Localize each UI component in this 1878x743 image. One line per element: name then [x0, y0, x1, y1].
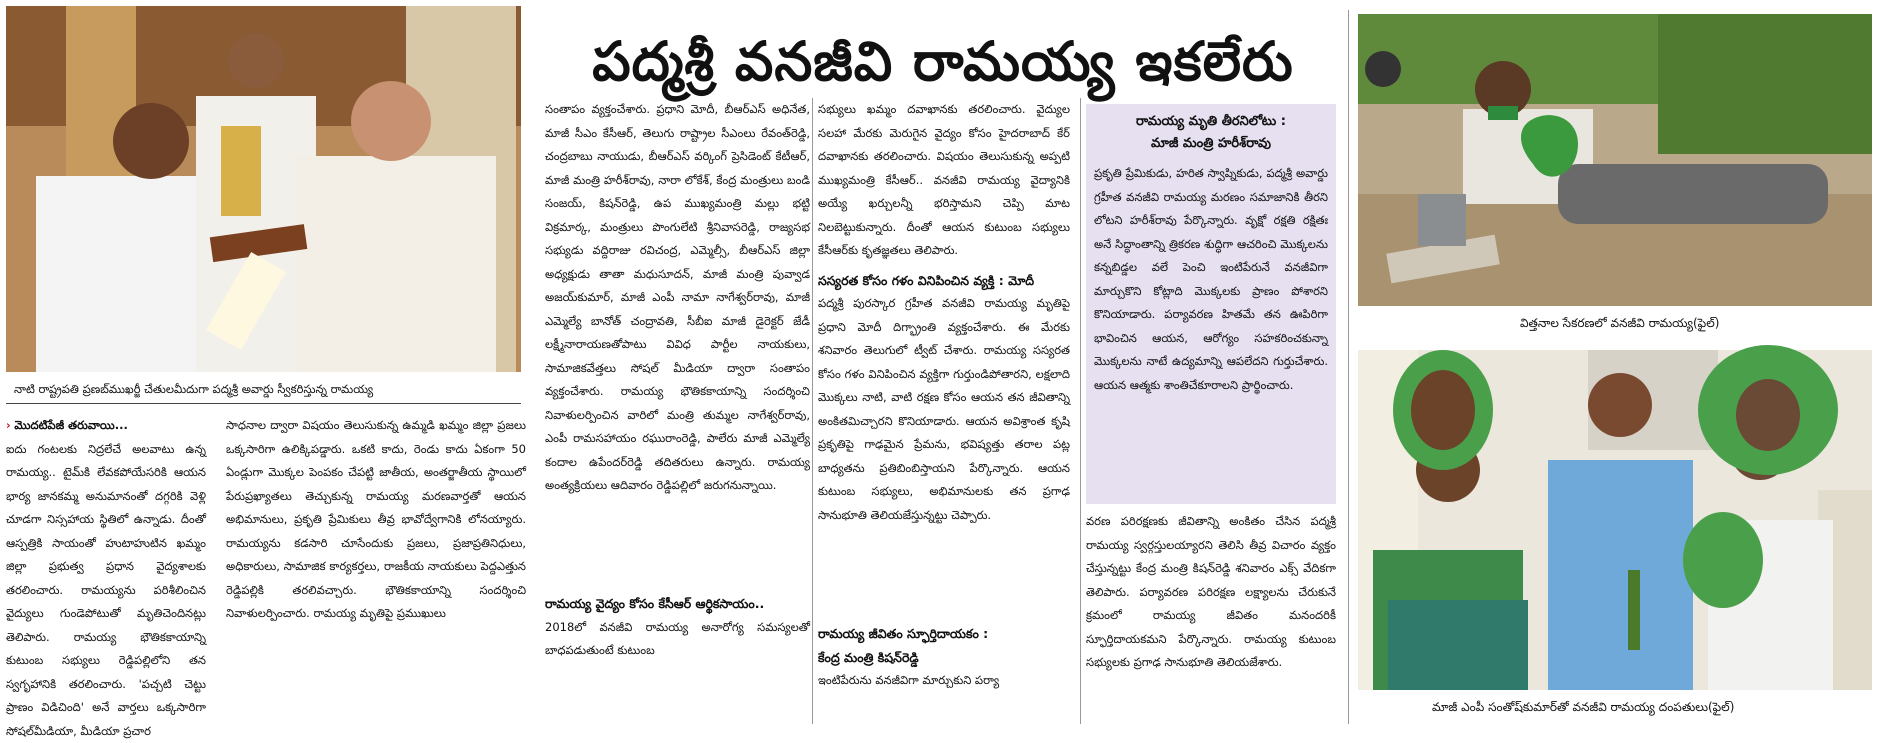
seed-photo-caption: విత్తనాల సేకరణలో వనజీవి రామయ్య(ఫైల్): [1520, 314, 1760, 332]
divider: [812, 98, 813, 724]
column-1-body: ఐదు గంటలకు నిద్రలేచే అలవాటు ఉన్న రామయ్య.. టైమ్‌కి లేవకపోయేసరికి ఆయన భార్య జానకమ్మ అనుమానంతో దగ్గరికి వెళ్లి చూడగా నిస్సహాయ స్థితిలో ఉన్నాడు. దీంతో ఆస్పత్రికి సాయంతో హుటాహుటిన ఖమ్మం జిల్లా ప్రభుత్వ ప్రధాన వైద్యశాలకు తరలించారు. రామయ్యను పరిశీలించిన వైద్యులు గుండెపోటుతో మృతిచెందినట్లు తెలిపారు. రామయ్య భౌతికకాయాన్ని కుటుంబ సభ్యులు రెడ్డిపల్లిలోని తన స్వగృహానికి తరలించారు. 'పచ్చటి చెట్టు ప్రాణం విడిచింది' అనే వార్తలు ఒక్కసారిగా సోషల్‌మీడియా, మీడియా ప్రచార: [6, 438, 206, 743]
kishan-subhead-1: రామయ్య జీవితం స్ఫూర్తిదాయకం :: [818, 622, 1070, 646]
kishan-body: ఇంటిపేరును వనజీవిగా మార్చుకుని పర్యా: [818, 669, 1070, 693]
kcr-aid-subhead: రామయ్య వైద్యం కోసం కేసీఆర్ ఆర్థికసాయం..: [545, 592, 810, 616]
modi-subhead: సస్యరత కోసం గళం వినిపించిన వ్యక్తి : మోదీ: [818, 269, 1070, 293]
continued-marker: ›: [6, 418, 11, 432]
couple-photo-caption: మాజీ ఎంపీ సంతోష్‌కుమార్‌తో వనజీవి రామయ్య దంపతులు(ఫైల్): [1432, 698, 1832, 716]
column-2-top-body: సంతాపం వ్యక్తంచేశారు. ప్రధాని మోదీ, బీఆర్‌ఎస్ అధినేత, మాజీ సీఎం కేసీఆర్, తెలుగు రాష్ట్రాల సీఎంలు రేవంత్‌రెడ్డి, చంద్రబాబు నాయుడు, బీఆర్‌ఎస్ వర్కింగ్ ప్రెసిడెంట్ కేటీఆర్, మాజీ మంత్రి హరీశ్‌రావు, నారా లోకేశ్, కేంద్ర మంత్రులు బండి సంజయ్, కిషన్‌రెడ్డి, ఉప ముఖ్యమంత్రి మల్లు భట్టి విక్రమార్క, మంత్రులు పొంగులేటి శ్రీనివాసరెడ్డి, రాజ్యసభ సభ్యుడు వద్దిరాజు రవిచంద్ర, ఎమ్మెల్సీ, బీఆర్‌ఎస్ జిల్లా అధ్యక్షుడు తాతా మధుసూదన్, మాజీ మంత్రి పువ్వాడ అజయ్‌కుమార్, మాజీ ఎంపీ నామా నాగేశ్వర్‌రావు, మాజీ ఎమ్మెల్యే బానోత్ చంద్రావతి, సీబీఐ మాజీ డైరెక్టర్ జేడీ లక్ష్మీనారాయణతోపాటు వివిధ పార్టీల నాయకులు, సామాజికవేత్తలు సోషల్ మీడియా ద్వారా సంతాపం వ్యక్తంచేశారు. రామయ్య భౌతికకాయాన్ని సందర్శించి నివాళులర్పించిన వారిలో మంత్రి తుమ్మల నాగేశ్వర్‌రావు, ఎంపీ రామసహాయం రఘురాంరెడ్డి, పాలేరు మాజీ ఎమ్మెల్యే కందాల ఉపేందర్‌రెడ్డి తదితరులు ఉన్నారు. రామయ్య అంత్యక్రియలు ఆదివారం రెడ్డిపల్లిలో జరుగనున్నాయి.: [545, 98, 810, 498]
column-2-top: [545, 98, 810, 586]
sidebox-title-2: మాజీ మంత్రి హరీశ్‌రావు: [1086, 136, 1336, 154]
column-2-bottom: [545, 592, 810, 724]
couple-illustration: [1358, 350, 1872, 690]
headline: పద్మశ్రీ వనజీవి రామయ్య ఇకలేరు: [548, 14, 1338, 110]
couple-with-santosh-photo: [1358, 350, 1872, 690]
column-3: [818, 98, 1070, 618]
column-3-top-body: సభ్యులు ఖమ్మం దవాఖానకు తరలించారు. వైద్యుల సలహా మేరకు మెరుగైన వైద్యం కోసం హైదరాబాద్ కేర్ దవాఖానకు తరలించారు. విషయం తెలుసుకున్న అప్పటి ముఖ్యమంత్రి కేసీఆర్.. వనజీవి రామయ్య వైద్యానికి అయ్యే ఖర్చులన్నీ భరిస్తామని చెప్పి మాట నిలబెట్టుకున్నారు. దీంతో ఆయన కుటుంబ సభ్యులు కేసీఆర్‌కు కృతజ్ఞతలు తెలిపారు.: [818, 98, 1070, 263]
seed-collection-photo: [1358, 14, 1872, 306]
column-5-bottom: [1086, 510, 1336, 724]
column-1: [6, 414, 206, 724]
continued-kicker: మొదటిపేజీ తరువాయి...: [14, 418, 127, 432]
kishan-subhead-2: కేంద్ర మంత్రి కిషన్‌రెడ్డి: [818, 646, 1070, 670]
award-ceremony-illustration: [6, 6, 521, 372]
column-2-left-body: సాధనాల ద్వారా విషయం తెలుసుకున్న ఉమ్మడి ఖమ్మం జిల్లా ప్రజలు ఒక్కసారిగా ఉలిక్కిపడ్డారు. ఒకటి కాదు, రెండు కాదు ఏకంగా 50 ఏండ్లుగా మొక్కల పెంపకం చేపట్టి జాతీయ, అంతర్జాతీయ స్థాయిలో పేరుప్రఖ్యాతలు తెచ్చుకున్న రామయ్య మరణవార్తతో ఆయన అభిమానులు, ప్రకృతి ప్రేమికులు తీవ్ర భావోద్వేగానికి లోనయ్యారు. రామయ్యను కడసారి చూసేందుకు ప్రజలు, ప్రజాప్రతినిధులు, అధికారులు, సామాజిక కార్యకర్తలు, రాజకీయ నాయకులు పెద్దఎత్తున రెడ్డిపల్లికి తరలివచ్చారు. భౌతికకాయాన్ని సందర్శించి నివాళులర్పించారు. రామయ్య మృతిపై ప్రముఖులు: [226, 414, 526, 626]
column-2-left: [226, 414, 526, 724]
sidebox-body: ప్రకృతి ప్రేమికుడు, హరిత స్వాప్నికుడు, పద్మశ్రీ అవార్డు గ్రహీత వనజీవి రామయ్య మరణం సమాజానికి తీరని లోటని హరీశ్‌రావు పేర్కొన్నారు. వృక్షో రక్షతి రక్షితః అనే సిద్ధాంతాన్ని త్రికరణ శుద్ధిగా ఆచరించి మొక్కలను కన్నబిడ్డల వలే పెంచి ఇంటిపేరునే వనజీవిగా మార్చుకొని కోట్లాది మొక్కలకు ప్రాణం పోశారని కొనియాడారు. పర్యావరణ హితమే తన ఊపిరిగా భావించిన ఆయన, ఆరోగ్యం సహకరించకున్నా మొక్కలను నాటే ఉద్యమాన్ని ఆపలేదని గుర్తుచేశారు. ఆయన ఆత్మకు శాంతిచేకూరాలని ప్రార్థించారు.: [1094, 162, 1328, 500]
award-photo-caption: నాటి రాష్ట్రపతి ప్రణబ్‌ముఖర్జీ చేతులమీదుగా పద్మశ్రీ అవార్డు స్వీకరిస్తున్న రామయ్య: [14, 380, 519, 398]
kishan-continuation-body: వరణ పరిరక్షణకు జీవితాన్ని అంకితం చేసిన పద్మశ్రీ రామయ్య స్వర్గస్తులయ్యారని తెలిసి తీవ్ర విచారం వ్యక్తం చేస్తున్నట్టు కేంద్ర మంత్రి కిషన్‌రెడ్డి శనివారం ఎక్స్ వేదికగా తెలిపారు. పర్యావరణ పరిరక్షణ లక్ష్యాలను చేరుకునే క్రమంలో రామయ్య జీవితం మనందరికీ స్ఫూర్తిదాయకమని పేర్కొన్నారు. రామయ్య కుటుంబ సభ్యులకు ప్రగాఢ సానుభూతి తెలియజేశారు.: [1086, 510, 1336, 675]
divider: [1348, 10, 1349, 724]
divider: [6, 403, 521, 404]
seed-collection-illustration: [1358, 14, 1872, 306]
sidebox-title-1: రామయ్య మృతి తీరనిలోటు :: [1086, 114, 1336, 132]
award-ceremony-photo: [6, 6, 521, 372]
harish-rao-sidebox: [1086, 104, 1336, 504]
divider: [1080, 98, 1081, 724]
kcr-aid-body: 2018లో వనజీవి రామయ్య అనారోగ్య సమస్యలతో బాధపడుతుంటే కుటుంబ: [545, 616, 810, 663]
column-3-bottom: [818, 622, 1070, 724]
modi-body: పద్మశ్రీ పురస్కార గ్రహీత వనజీవి రామయ్య మృతిపై ప్రధాని మోదీ దిగ్భ్రాంతి వ్యక్తంచేశారు. ఈ మేరకు శనివారం తెలుగులో ట్వీట్ చేశారు. రామయ్య సస్యరత కోసం గళం వినిపించిన వ్యక్తిగా గుర్తుండిపోతారని, లక్షలాది మొక్కలు నాటి, వాటి రక్షణ కోసం ఆయన తన జీవితాన్ని అంకితమిచ్చారని కొనియాడారు. ఆయన అవిశ్రాంత కృషి ప్రకృతిపై గాఢమైన ప్రేమను, భవిష్యత్తు తరాల పట్ల బాధ్యతను ప్రతిబింబిస్తాయని పేర్కొన్నారు. ఆయన కుటుంబ సభ్యులు, అభిమానులకు తన ప్రగాఢ సానుభూతి తెలియజేస్తున్నట్టు చెప్పారు.: [818, 292, 1070, 527]
